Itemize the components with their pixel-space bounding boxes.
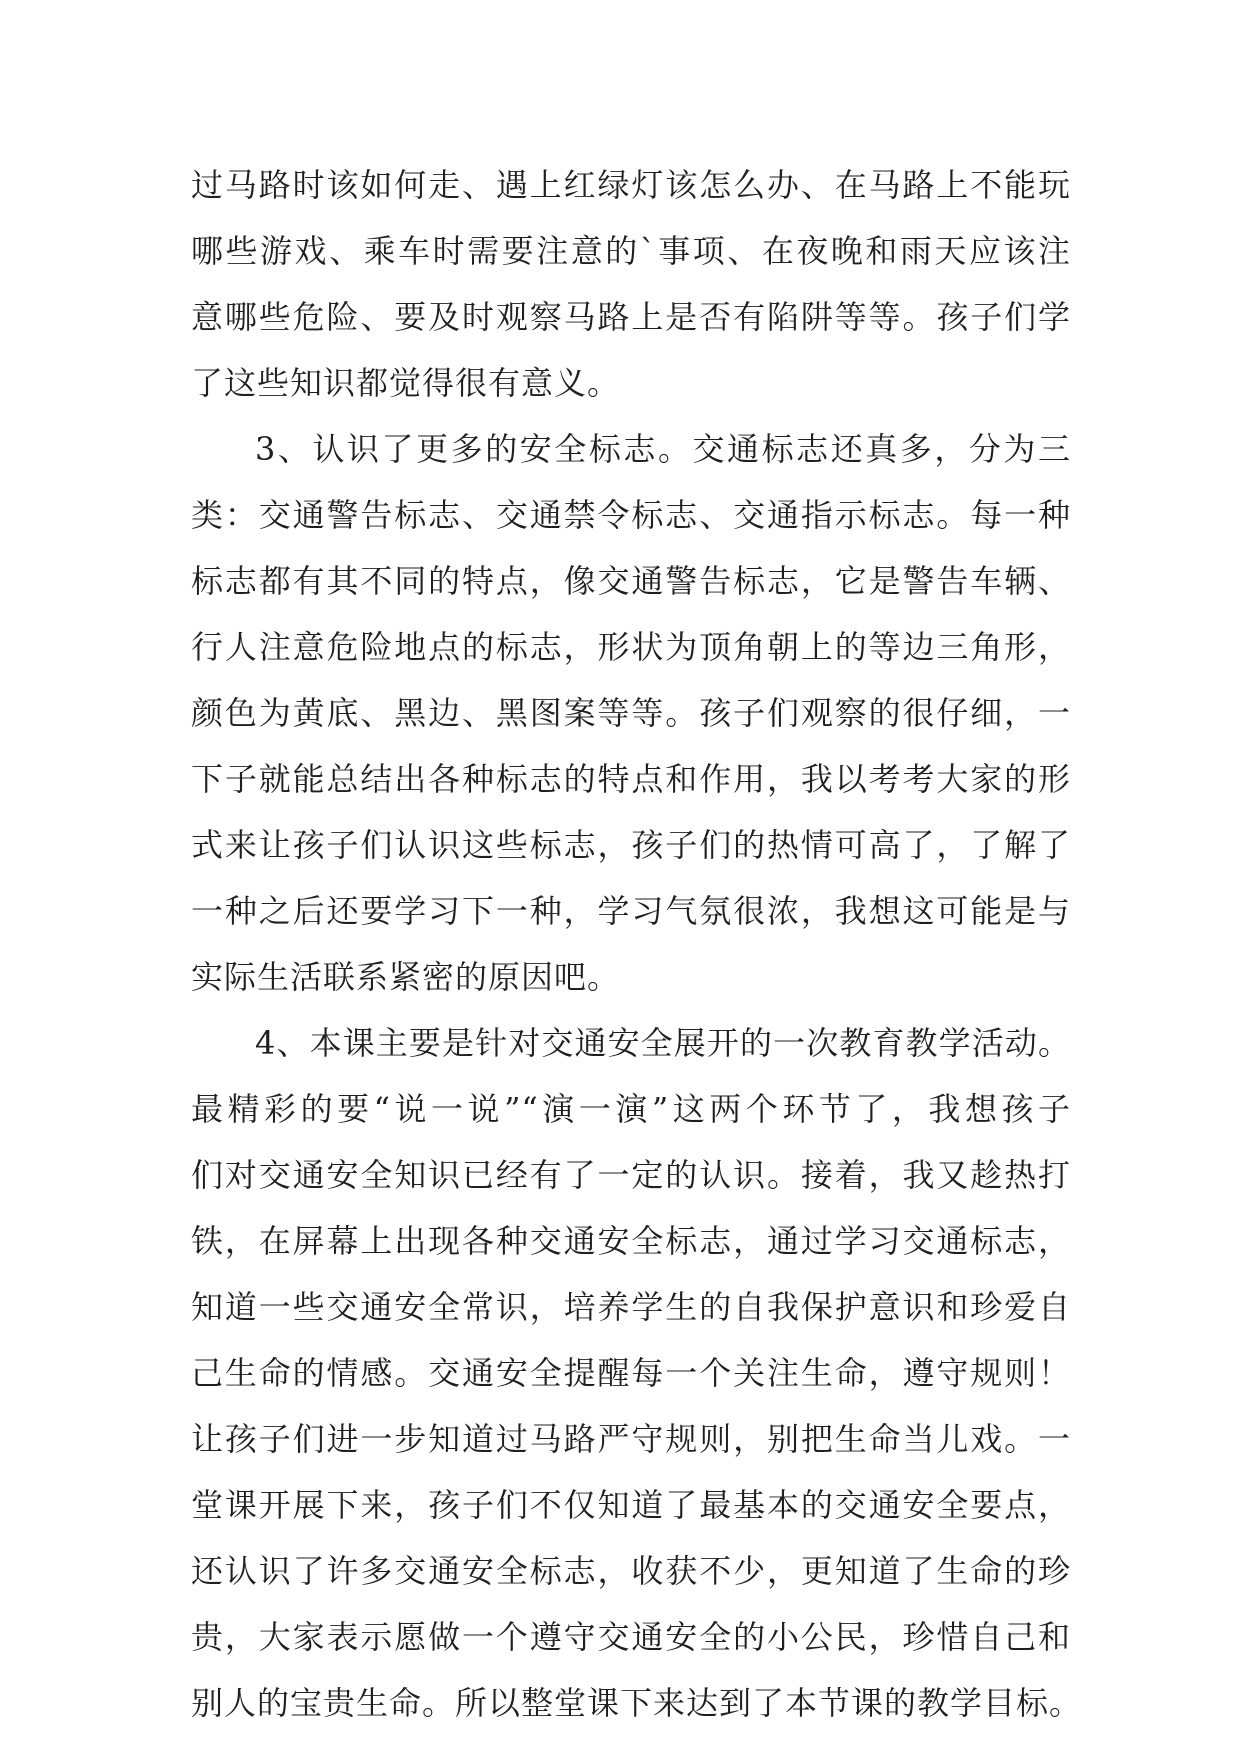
text-line: 己生命的情感。交通安全提醒每一个关注生命，遵守规则！ bbox=[191, 1354, 1071, 1392]
text-line: 标志都有其不同的特点，像交通警告标志，它是警告车辆、 bbox=[191, 562, 1071, 600]
text-line: 式来让孩子们认识这些标志，孩子们的热情可高了，了解了 bbox=[191, 826, 1071, 864]
paragraph-3-first-line: 3、认识了更多的安全标志。交通标志还真多，分为三 bbox=[255, 430, 1071, 468]
text-line: 知道一些交通安全常识，培养学生的自我保护意识和珍爱自 bbox=[191, 1288, 1071, 1326]
text-line: 意哪些危险、要及时观察马路上是否有陷阱等等。孩子们学 bbox=[191, 298, 1071, 336]
text-line: 行人注意危险地点的标志，形状为顶角朝上的等边三角形， bbox=[191, 628, 1071, 666]
text-line: 了这些知识都觉得很有意义。 bbox=[191, 364, 621, 402]
text-line: 们对交通安全知识已经有了一定的认识。接着，我又趁热打 bbox=[191, 1156, 1071, 1194]
text-line: 下子就能总结出各种标志的特点和作用，我以考考大家的形 bbox=[191, 760, 1071, 798]
text-line: 别人的宝贵生命。所以整堂课下来达到了本节课的教学目标。 bbox=[191, 1684, 1083, 1722]
text-line: 哪些游戏、乘车时需要注意的`事项、在夜晚和雨天应该注 bbox=[191, 232, 1071, 270]
text-line: 铁，在屏幕上出现各种交通安全标志，通过学习交通标志， bbox=[191, 1222, 1071, 1260]
document-body bbox=[191, 152, 1083, 1736]
text-line: 贵，大家表示愿做一个遵守交通安全的小公民，珍惜自己和 bbox=[191, 1618, 1071, 1656]
text-line: 过马路时该如何走、遇上红绿灯该怎么办、在马路上不能玩 bbox=[191, 166, 1071, 204]
paragraph-4-first-line: 4、本课主要是针对交通安全展开的一次教育教学活动。 bbox=[255, 1024, 1071, 1062]
text-line: 让孩子们进一步知道过马路严守规则，别把生命当儿戏。一 bbox=[191, 1420, 1071, 1458]
text-line: 实际生活联系紧密的原因吧。 bbox=[191, 958, 621, 996]
text-line: 一种之后还要学习下一种，学习气氛很浓，我想这可能是与 bbox=[191, 892, 1071, 930]
text-line: 颜色为黄底、黑边、黑图案等等。孩子们观察的很仔细，一 bbox=[191, 694, 1071, 732]
text-line: 类：交通警告标志、交通禁令标志、交通指示标志。每一种 bbox=[191, 496, 1071, 534]
text-line: 最精彩的要“说一说”“演一演”这两个环节了，我想孩子 bbox=[191, 1090, 1071, 1128]
text-line: 堂课开展下来，孩子们不仅知道了最基本的交通安全要点， bbox=[191, 1486, 1071, 1524]
text-line: 还认识了许多交通安全标志，收获不少，更知道了生命的珍 bbox=[191, 1552, 1071, 1590]
